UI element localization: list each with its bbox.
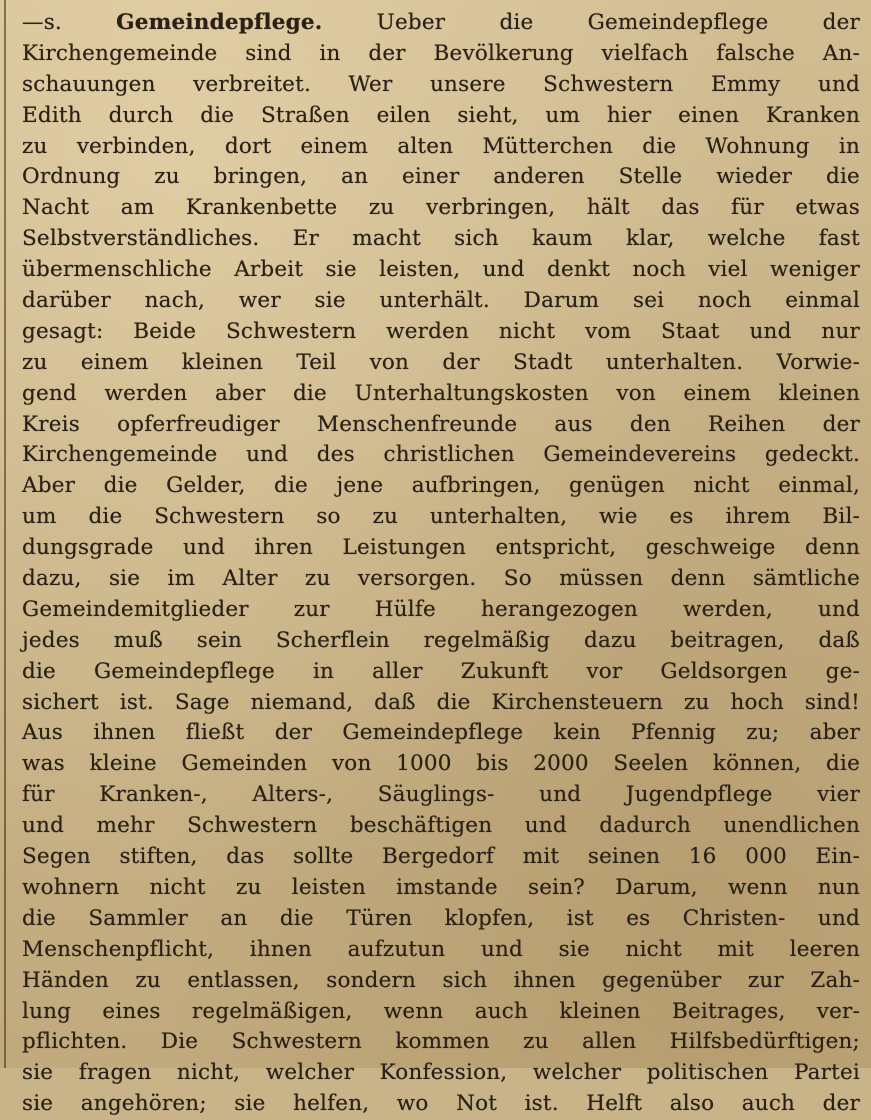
text-line: Nacht am Krankenbette zu verbringen, hält das für etwas — [22, 195, 860, 221]
text-line: was kleine Gemeinden von 1000 bis 2000 Seelen können, die — [22, 751, 860, 777]
article-dateline: —s. — [22, 10, 62, 35]
text-line: Kreis opferfreudiger Menschenfreunde aus den Reihen der — [22, 411, 860, 437]
text-line: pflichten. Die Schwestern kommen zu allen Hilfsbedürftigen; — [22, 1029, 860, 1055]
text-line: gend werden aber die Unterhaltungskosten von einem kleinen — [22, 380, 860, 406]
text-line: Segen stiften, das sollte Bergedorf mit seinen 16 000 Ein- — [22, 844, 860, 870]
text-line: Ordnung zu bringen, an einer anderen Stelle wieder die — [22, 164, 860, 190]
text-line: dungsgrade und ihren Leistungen entspricht, geschweige denn — [22, 535, 860, 561]
text-line: zu einem kleinen Teil von der Stadt unterhalten. Vorwie- — [22, 349, 860, 375]
text-line: sie fragen nicht, welcher Konfession, welcher politischen Partei — [22, 1060, 860, 1086]
text-line: Aber die Gelder, die jene aufbringen, genügen nicht einmal, — [22, 473, 860, 499]
text-line: darüber nach, wer sie unterhält. Darum sei noch einmal — [22, 288, 860, 314]
text-line: übermenschliche Arbeit sie leisten, und denkt noch viel weniger — [22, 257, 860, 283]
text-line: und mehr Schwestern beschäftigen und dadurch unendlichen — [22, 813, 860, 839]
text-line: Aus ihnen fließt der Gemeindepflege kein Pfennig zu; aber — [22, 720, 860, 746]
column-rule — [4, 0, 6, 1068]
text-line: Selbstverständliches. Er macht sich kaum klar, welche fast — [22, 226, 860, 252]
text-line: Händen zu entlassen, sondern sich ihnen gegenüber zur Zah- — [22, 967, 860, 993]
text-line: schauungen verbreitet. Wer unsere Schwestern Emmy und — [22, 71, 860, 97]
text-line: Gemeindemitglieder zur Hülfe herangezogen werden, und — [22, 596, 860, 622]
text-line: wohnern nicht zu leisten imstande sein? Darum, wenn nun — [22, 874, 860, 900]
text-line: Edith durch die Straßen eilen sieht, um hier einen Kranken — [22, 102, 860, 128]
text-line: Kirchengemeinde sind in der Bevölkerung vielfach falsche An- — [22, 40, 860, 66]
text-line: Kirchengemeinde und des christlichen Gemeindevereins gedeckt. — [22, 442, 860, 468]
article-headline: Gemeindepflege. — [116, 10, 323, 35]
text-line: sie angehören; sie helfen, wo Not ist. Helft also auch der — [22, 1091, 860, 1117]
text-line: sichert ist. Sage niemand, daß die Kirchensteuern zu hoch sind! — [22, 689, 860, 715]
text-line: die Sammler an die Türen klopfen, ist es Christen- und — [22, 905, 860, 931]
text-line: Menschenpflicht, ihnen aufzutun und sie nicht mit leeren — [22, 936, 860, 962]
text-line: um die Schwestern so zu unterhalten, wie es ihrem Bil- — [22, 504, 860, 530]
text-line: zu verbinden, dort einem alten Mütterchen die Wohnung in — [22, 133, 860, 159]
article-first-line-text: Ueber die Gemeindepflege der — [376, 10, 860, 35]
text-line: jedes muß sein Scherflein regelmäßig dazu beitragen, daß — [22, 627, 860, 653]
article-first-line — [22, 8, 860, 39]
text-line: lung eines regelmäßigen, wenn auch kleinen Beitrages, ver- — [22, 998, 860, 1024]
text-line: für Kranken-, Alters-, Säuglings- und Jugendpflege vier — [22, 782, 860, 808]
text-line: gesagt: Beide Schwestern werden nicht vom Staat und nur — [22, 318, 860, 344]
text-line: die Gemeindepflege in aller Zukunft vor Geldsorgen ge- — [22, 658, 860, 684]
article-text — [22, 8, 860, 1120]
text-line: dazu, sie im Alter zu versorgen. So müssen denn sämtliche — [22, 566, 860, 592]
